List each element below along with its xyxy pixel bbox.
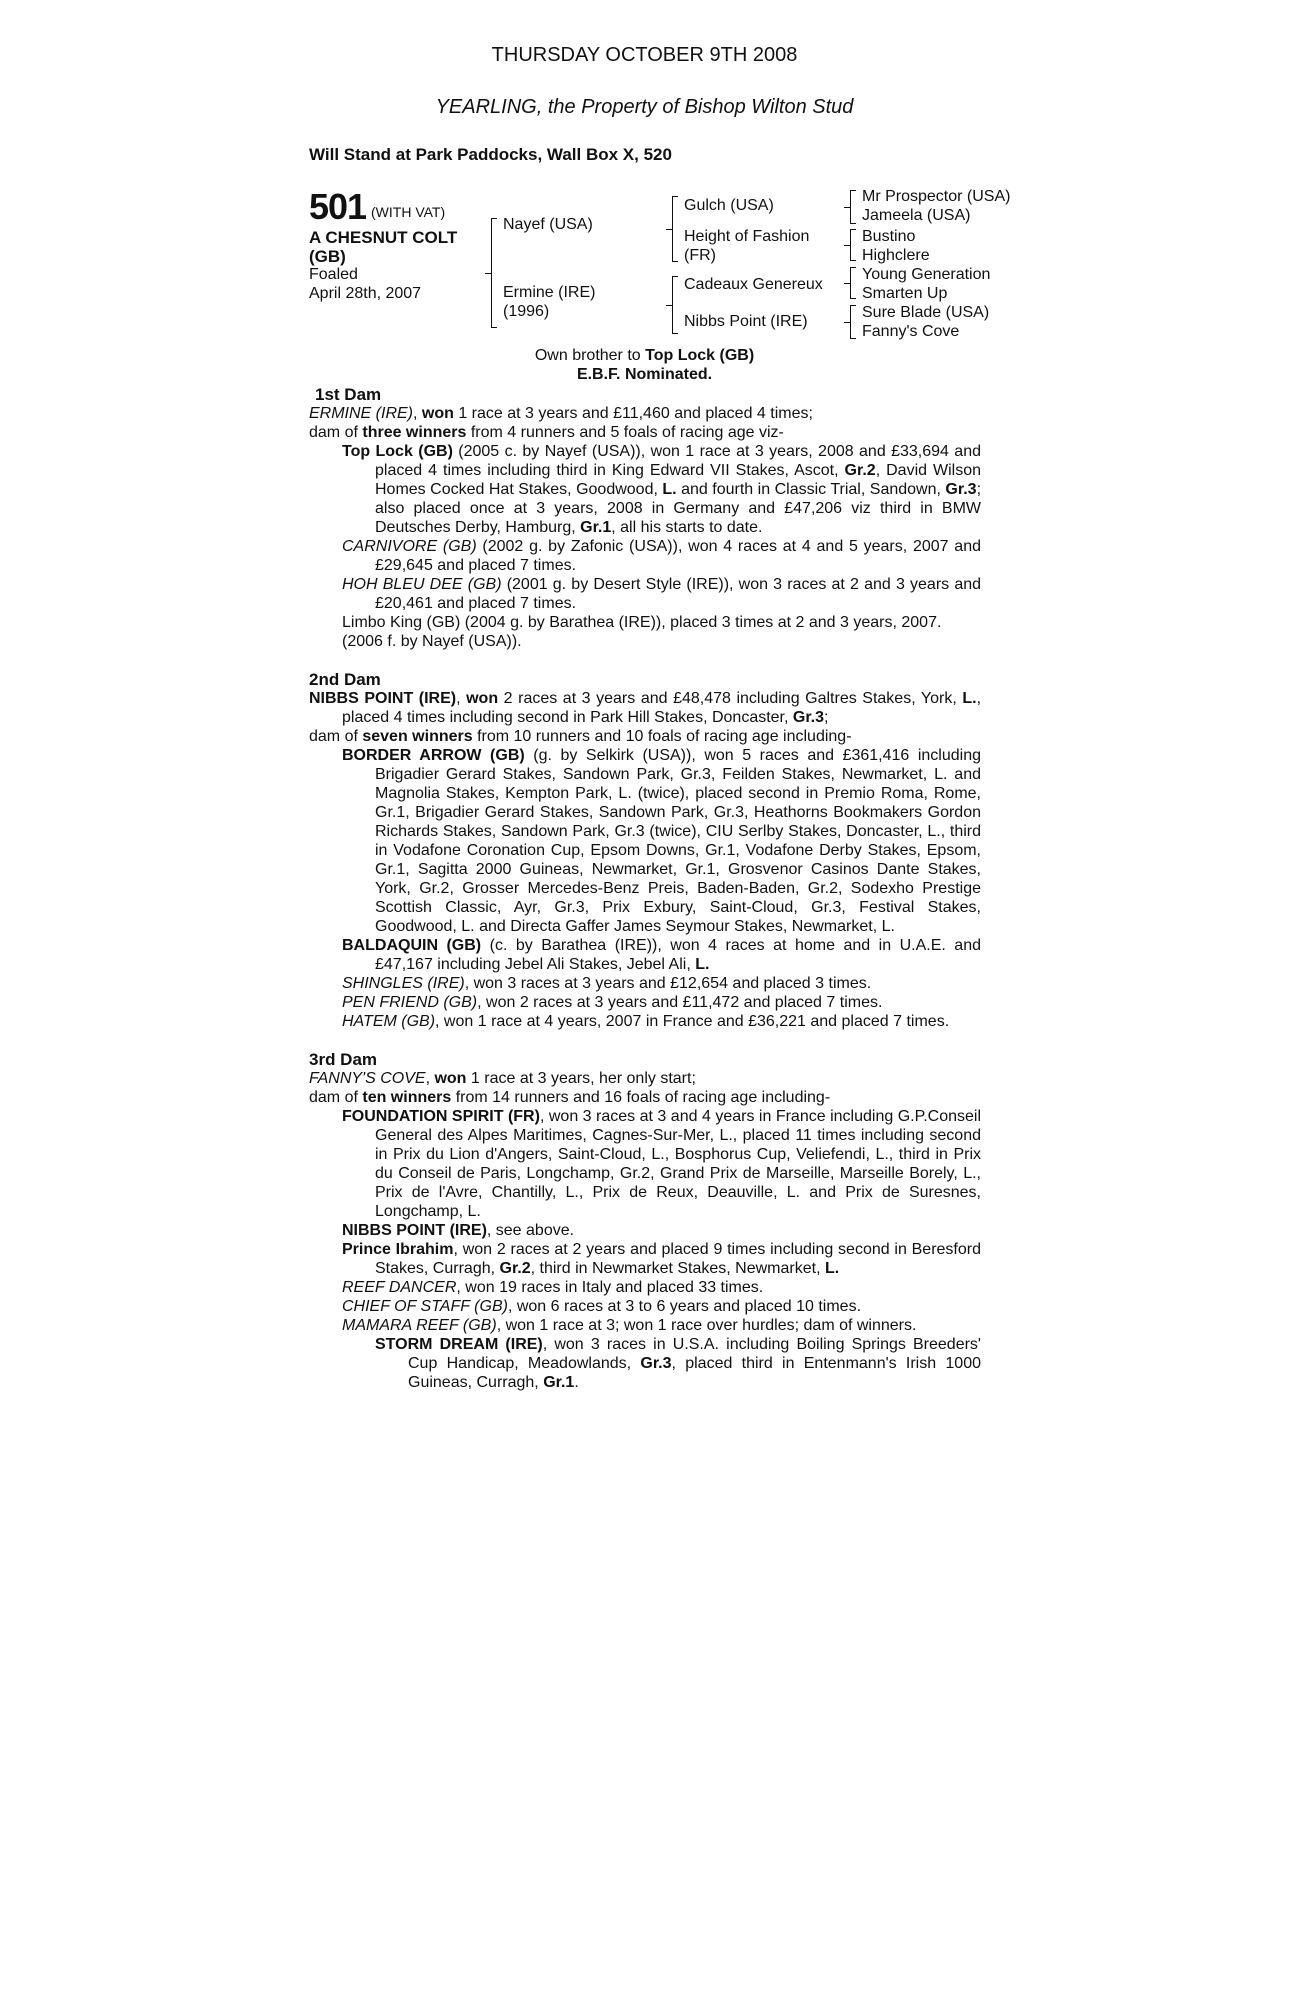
sale-date: THURSDAY OCTOBER 9TH 2008 bbox=[491, 44, 798, 66]
produce-entry: REEF DANCER, won 19 races in Italy and placed 33 times. bbox=[342, 1279, 764, 1296]
stand-location: Will Stand at Park Paddocks, Wall Box X, 520 bbox=[309, 145, 672, 164]
produce-entry: PEN FRIEND (GB), won 2 races at 3 years and £11,472 and placed 7 times. bbox=[342, 994, 883, 1011]
pedigree-brace-main bbox=[491, 218, 497, 328]
pedigree-brace-4 bbox=[850, 305, 856, 339]
produce-entry: Limbo King (GB) (2004 g. by Barathea (IRE)), placed 3 times at 2 and 3 years, 2007. bbox=[342, 614, 942, 631]
first-dam-heading: 1st Dam bbox=[315, 385, 382, 404]
pedigree-brace-sire bbox=[672, 196, 678, 262]
produce-entry: Prince Ibrahim, won 2 races at 2 years and placed 9 times including second in Beresford Stakes, Curragh, Gr.2, third in Newmarket Stakes, Newmarket, L. bbox=[342, 1241, 981, 1277]
pedigree-brace-1 bbox=[850, 190, 856, 224]
first-dam-produce-summary: dam of three winners from 4 runners and 5 foals of racing age viz- bbox=[309, 424, 784, 441]
produce-entry: BALDAQUIN (GB) (c. by Barathea (IRE)), won 4 races at home and in U.A.E. and £47,167 including Jebel Ali Stakes, Jebel Ali, L. bbox=[342, 937, 981, 973]
produce-entry: CHIEF OF STAFF (GB), won 6 races at 3 to 6 years and placed 10 times. bbox=[342, 1298, 862, 1315]
pedigree-g3-4: Highclere bbox=[862, 247, 930, 264]
catalogue-body bbox=[309, 385, 981, 1392]
produce-entry-grandchild: STORM DREAM (IRE), won 3 races in U.S.A. including Boiling Springs Breeders' Cup Handicap, Meadowlands, Gr.3, placed third in Entenmann's Irish 1000 Guineas, Curragh, Gr.1. bbox=[375, 1336, 981, 1391]
pedigree-g3-5: Young Generation bbox=[862, 266, 991, 283]
pedigree-brace-2 bbox=[850, 229, 856, 261]
pedigree-dam: Ermine (IRE) bbox=[503, 284, 596, 301]
first-dam-intro: ERMINE (IRE), won 1 race at 3 years and £11,460 and placed 4 times; bbox=[309, 405, 813, 422]
brother-note: Own brother to Top Lock (GB) bbox=[534, 347, 755, 364]
produce-entry: NIBBS POINT (IRE), see above. bbox=[342, 1222, 575, 1239]
foaled-label: Foaled bbox=[309, 266, 358, 283]
produce-entry: Top Lock (GB) (2005 c. by Nayef (USA)), won 1 race at 3 years, 2008 and £33,694 and placed 4 times including third in King Edward VII Stakes, Ascot, Gr.2, David Wilson Homes Cocked Hat Stakes, Goodwood, L. and fourth in Classic Trial, Sandown, Gr.3; also placed once at 3 years, 2008 in Germany and £47,206 viz third in BMW Deutsches Derby, Hamburg, Gr.1, all his starts to date. bbox=[342, 443, 982, 536]
pedigree-sire-dam-country: (FR) bbox=[684, 247, 716, 264]
pedigree-sire: Nayef (USA) bbox=[503, 216, 593, 233]
pedigree-g3-1: Mr Prospector (USA) bbox=[862, 188, 1011, 205]
produce-entry: (2006 f. by Nayef (USA)). bbox=[342, 633, 522, 650]
pedigree-brace-3 bbox=[850, 267, 856, 299]
lot-number: 501 bbox=[309, 186, 367, 227]
lot-description: A CHESNUT COLT bbox=[309, 228, 458, 247]
produce-entry: MAMARA REEF (GB), won 1 race at 3; won 1 race over hurdles; dam of winners. bbox=[342, 1317, 917, 1334]
produce-entry: SHINGLES (IRE), won 3 races at 3 years and £12,654 and placed 3 times. bbox=[342, 975, 872, 992]
produce-entry: BORDER ARROW (GB) (g. by Selkirk (USA)), won 5 races and £361,416 including Brigadier Gerard Stakes, Sandown Park, Gr.3, Feilden Stakes, Newmarket, L. and Magnolia Stakes, Kempton Park, L. (twice), placed second in Premio Roma, Rome, Gr.1, Brigadier Gerard Stakes, Sandown Park, Gr.3, Heathorns Bookmakers Gordon Richards Stakes, Sandown Park, Gr.3 (twice), CIU Serlby Stakes, Doncaster, L., third in Vodafone Coronation Cup, Epsom Downs, Gr.1, Vodafone Derby Stakes, Epsom, Gr.1, Sagitta 2000 Guineas, Newmarket, Gr.1, Grosvenor Casinos Dante Stakes, York, Gr.2, Grosser Mercedes-Benz Preis, Baden-Baden, Gr.2, Sodexho Prestige Scottish Classic, Ayr, Gr.3, Prix Exbury, Saint-Cloud, Gr.3, Festival Stakes, Goodwood, L. and Directa Gaffer James Seymour Stakes, Newmarket, L. bbox=[342, 747, 981, 935]
foaled-date: April 28th, 2007 bbox=[309, 285, 422, 302]
second-dam-heading: 2nd Dam bbox=[309, 670, 381, 689]
produce-entry: HOH BLEU DEE (GB) (2001 g. by Desert Style (IRE)), won 3 races at 2 and 3 years and £20,461 and placed 7 times. bbox=[342, 576, 982, 612]
pedigree-g3-7: Sure Blade (USA) bbox=[862, 304, 990, 321]
pedigree-sire-dam: Height of Fashion bbox=[684, 228, 810, 245]
lot-description-country: (GB) bbox=[309, 247, 346, 266]
pedigree-g3-8: Fanny's Cove bbox=[862, 323, 960, 340]
produce-entry: CARNIVORE (GB) (2002 g. by Zafonic (USA)), won 4 races at 4 and 5 years, 2007 and £29,645 and placed 7 times. bbox=[342, 538, 981, 574]
produce-entry: FOUNDATION SPIRIT (FR), won 3 races at 3 and 4 years in France including G.P.Conseil General des Alpes Maritimes, Cagnes-Sur-Mer, L., placed 11 times including second in Prix du Lion d'Angers, Saint-Cloud, L., Bosphorus Cup, Veliefendi, L., third in Prix du Conseil de Paris, Longchamp, Gr.2, Grand Prix de Marseille, Marseille Borely, L., Prix de l'Avre, Chantilly, L., Prix de Reux, Deauville, L. and Prix de Suresnes, Longchamp, L. bbox=[342, 1108, 982, 1220]
second-dam-produce-summary: dam of seven winners from 10 runners and 10 foals of racing age including- bbox=[309, 728, 852, 745]
lot-subtitle: YEARLING, the Property of Bishop Wilton Stud bbox=[435, 96, 854, 118]
pedigree-g3-3: Bustino bbox=[862, 228, 916, 245]
pedigree-dam-sire: Cadeaux Genereux bbox=[684, 276, 823, 293]
pedigree-dam-dam: Nibbs Point (IRE) bbox=[684, 313, 808, 330]
pedigree-dam-year: (1996) bbox=[503, 303, 550, 320]
third-dam-produce-summary: dam of ten winners from 14 runners and 16 foals of racing age including- bbox=[309, 1089, 831, 1106]
vat-note: (WITH VAT) bbox=[371, 204, 446, 220]
third-dam-intro: FANNY'S COVE, won 1 race at 3 years, her only start; bbox=[309, 1070, 696, 1087]
pedigree-brace-dam bbox=[672, 276, 678, 334]
pedigree-sire-sire: Gulch (USA) bbox=[684, 197, 774, 214]
produce-entry: HATEM (GB), won 1 race at 4 years, 2007 in France and £36,221 and placed 7 times. bbox=[342, 1013, 950, 1030]
ebf-note: E.B.F. Nominated. bbox=[576, 366, 713, 383]
pedigree-g3-6: Smarten Up bbox=[862, 285, 948, 302]
third-dam-heading: 3rd Dam bbox=[309, 1050, 378, 1069]
second-dam-intro: NIBBS POINT (IRE), won 2 races at 3 years and £48,478 including Galtres Stakes, York, L., placed 4 times including second in Park Hill Stakes, Doncaster, Gr.3; bbox=[309, 690, 982, 726]
pedigree-g3-2: Jameela (USA) bbox=[862, 207, 971, 224]
